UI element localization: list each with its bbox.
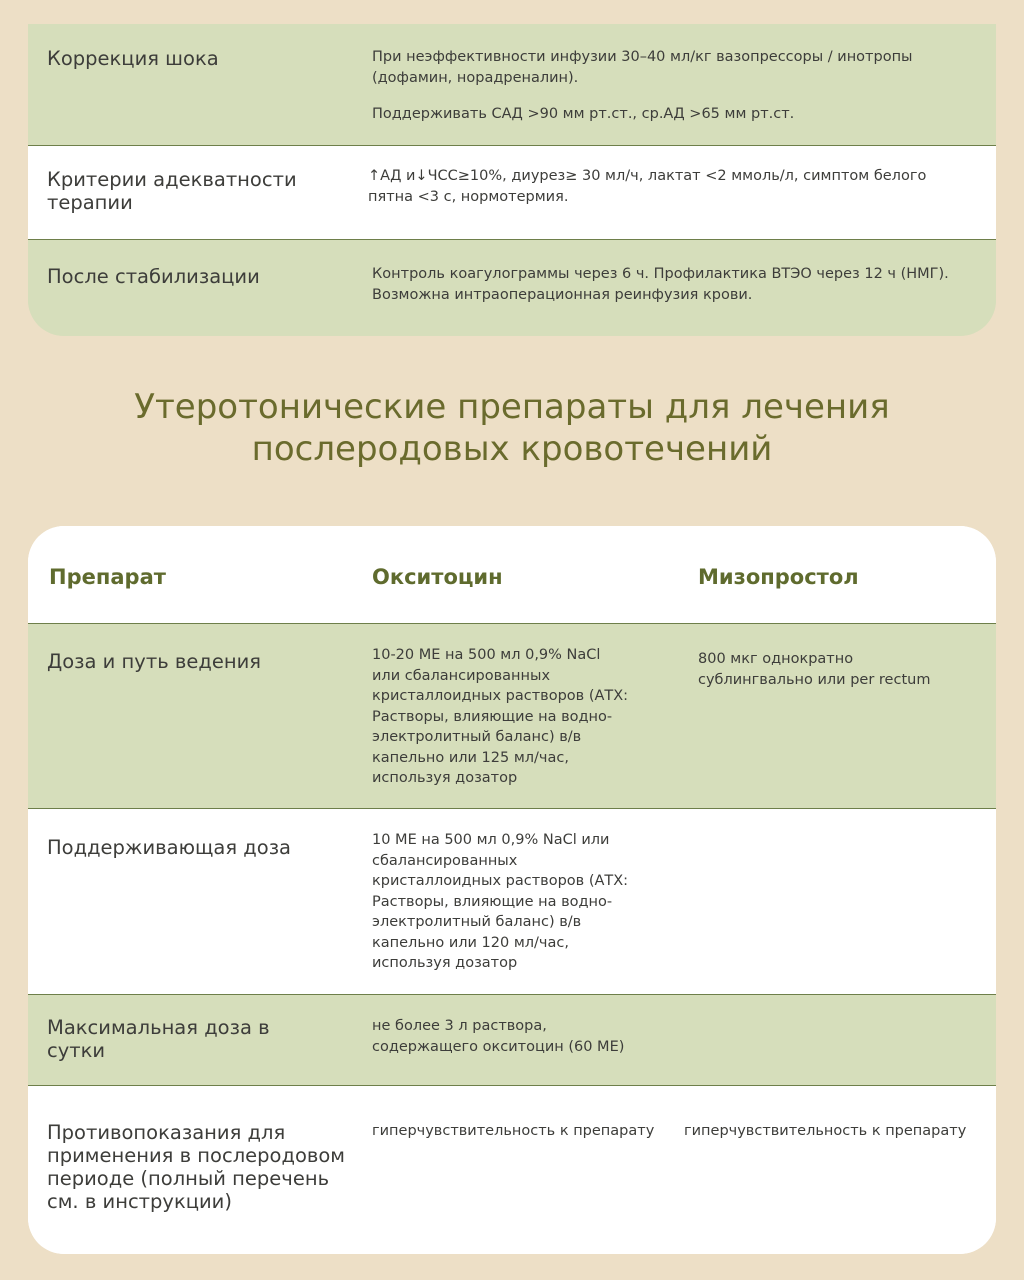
table-row (28, 24, 996, 145)
table-header-row (28, 526, 996, 623)
oxytocin-cell: 10 МЕ на 500 мл 0,9% NaCl или сбалансированных кристаллоидных растворов (АТХ: Растворы, влияющие на водно-электролитный баланс) в/в капельно или 120 мл/час, используя дозатор (372, 832, 629, 971)
row-label: Поддерживающая доза (47, 836, 292, 859)
table-row (28, 1085, 996, 1254)
section-title-line: послеродовых кровотечений (251, 429, 773, 469)
row-text-paragraph: При неэффективности инфузии 30–40 мл/кг вазопрессоры / инотропы (дофамин, норадреналин). (372, 49, 913, 86)
misoprostol-cell: гиперчувствительность к препарату (684, 1123, 967, 1139)
row-label: Противопоказания для применения в послеродовом периоде (полный перечень см. в инструкции) (47, 1121, 346, 1213)
header-oxytocin: Окситоцин (372, 565, 503, 589)
header-misoprostol: Мизопростол (698, 565, 859, 589)
section-title-line: Утеротонические препараты для лечения (134, 387, 890, 427)
row-text (372, 47, 972, 125)
shock-therapy-table (28, 24, 996, 336)
row-text: Контроль коагулограммы через 6 ч. Профилактика ВТЭО через 12 ч (НМГ). Возможна интраоперационная реинфузия крови. (372, 266, 949, 303)
row-label: Коррекция шока (47, 47, 219, 70)
row-text-paragraph: Поддерживать САД >90 мм рт.ст., ср.АД >65 мм рт.ст. (372, 106, 795, 122)
oxytocin-cell: гиперчувствительность к препарату (372, 1123, 655, 1139)
misoprostol-cell: 800 мкг однократно сублингвально или per rectum (698, 651, 931, 688)
table-row (28, 808, 996, 994)
header-drug: Препарат (49, 565, 166, 589)
row-label: Доза и путь ведения (47, 650, 262, 673)
row-label: Критерии адекватности терапии (47, 168, 297, 214)
oxytocin-cell: 10-20 МЕ на 500 мл 0,9% NaCl или сбалансированных кристаллоидных растворов (АТХ: Растворы, влияющие на водно-электролитный баланс) в/в капельно или 125 мл/час, используя дозатор (372, 647, 629, 786)
section-title (0, 386, 1024, 470)
uterotonic-drugs-table (28, 526, 996, 1254)
oxytocin-cell: не более 3 л раствора, содержащего окситоцин (60 МЕ) (372, 1018, 625, 1055)
table-row (28, 623, 996, 808)
row-label: После стабилизации (47, 265, 260, 288)
table-row (28, 239, 996, 336)
table-row (28, 145, 996, 239)
table-row (28, 994, 996, 1085)
row-text: ↑АД и↓ЧСС≥10%, диурез≥ 30 мл/ч, лактат <2 ммоль/л, симптом белого пятна <3 с, нормотермия. (368, 168, 927, 205)
row-label: Максимальная доза в сутки (47, 1016, 270, 1062)
